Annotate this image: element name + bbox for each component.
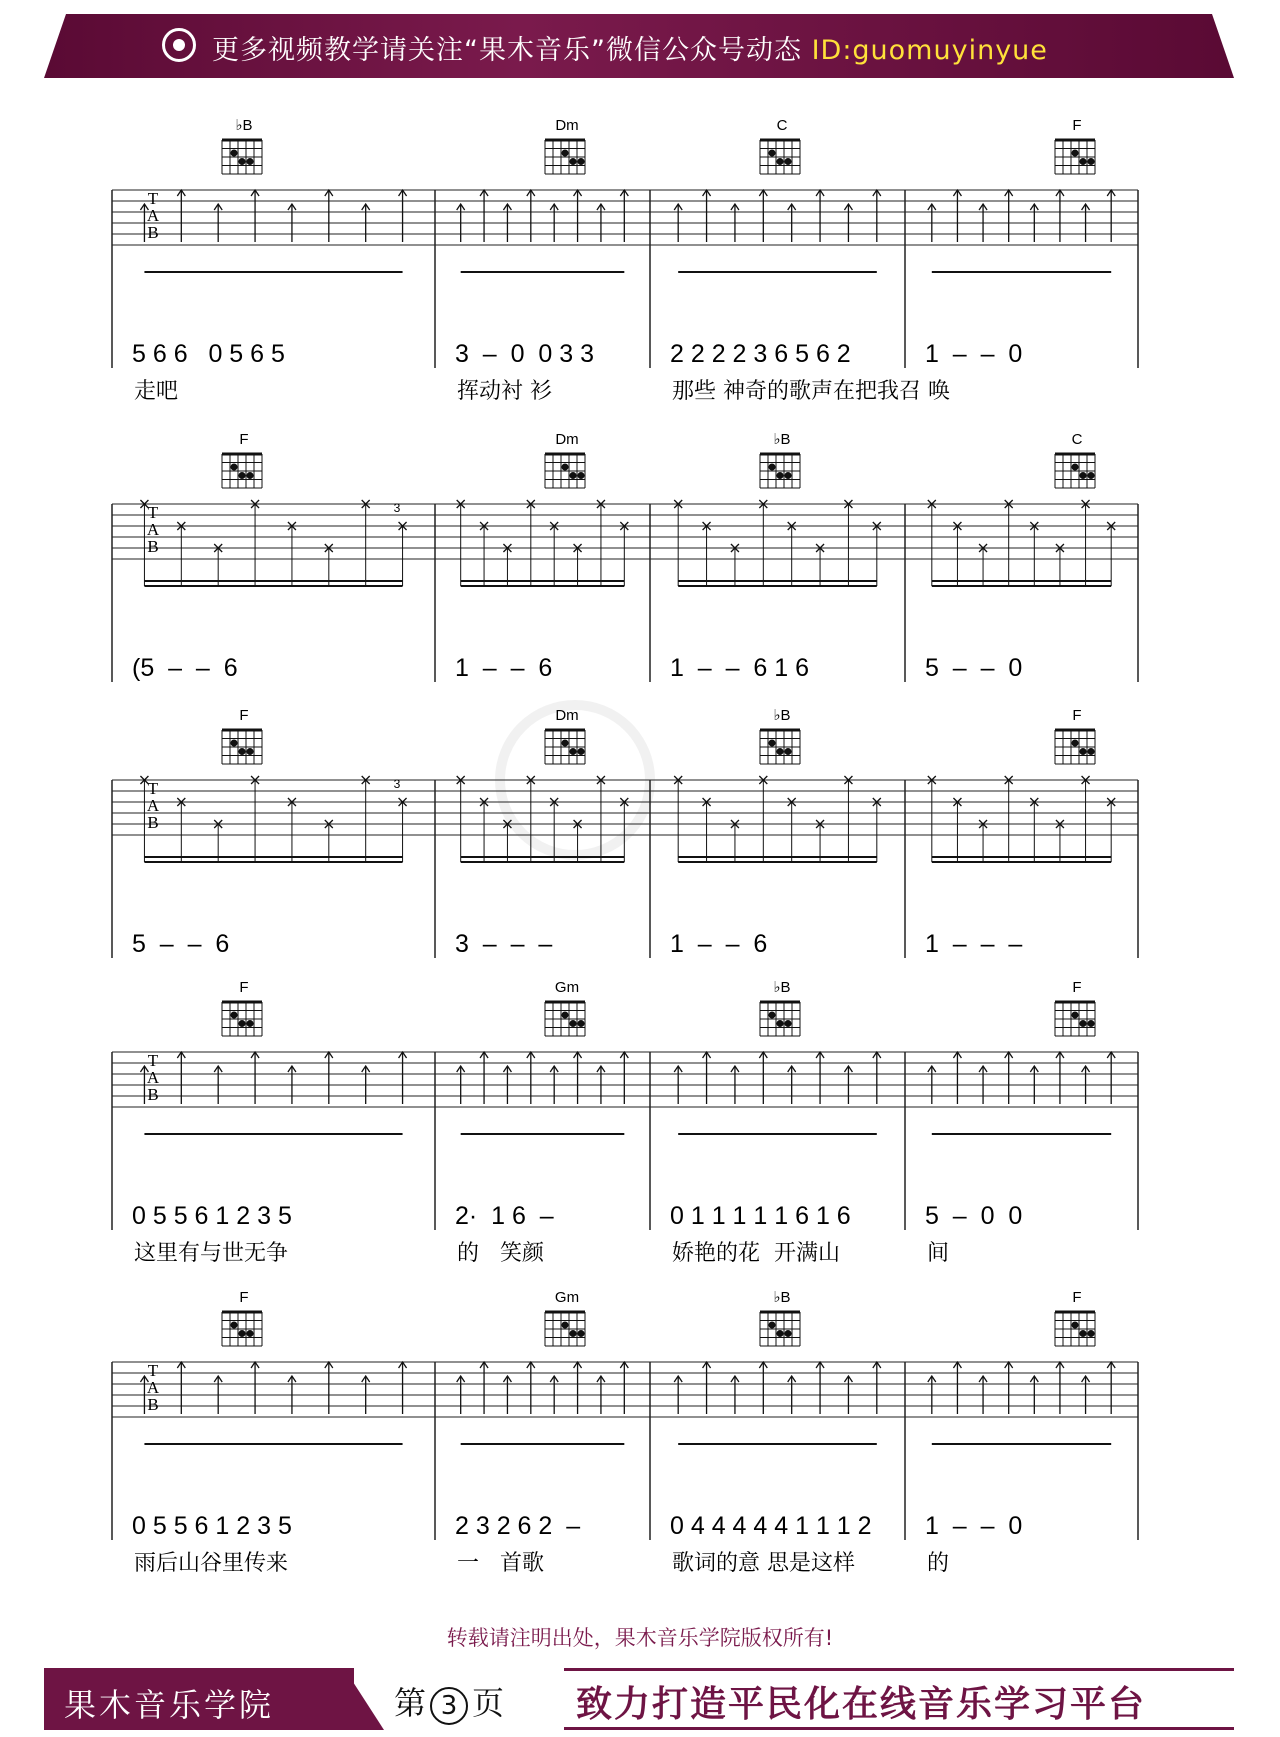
chord-dot (785, 1020, 792, 1027)
footer (44, 1668, 1234, 1730)
chord-dot (785, 158, 792, 165)
chord-dot (562, 464, 569, 471)
chord-dot (1080, 472, 1087, 479)
lyric-segment: 的 笑颜 (457, 1241, 544, 1266)
notation-measure: (5 – – 6 (132, 654, 238, 682)
chord-dot (769, 740, 776, 747)
chord-dot (1072, 1322, 1079, 1329)
chord-dot (1072, 464, 1079, 471)
notation-measure: 2 2 2 2 3 6 5 6 2 (670, 340, 851, 368)
notation-measure: 5 – – 6 (132, 930, 230, 958)
chord-dot (1088, 472, 1095, 479)
chord-dot (231, 740, 238, 747)
tab-clef-letter: T (147, 779, 159, 798)
chord-dot (570, 158, 577, 165)
chord-dot (570, 1330, 577, 1337)
tab-clef-letter: A (146, 206, 160, 225)
chord-name: C (1071, 431, 1083, 448)
lyric-segment: 这里有与世无争 (134, 1241, 289, 1266)
page-number: 3 (430, 1687, 468, 1725)
chord-dot (562, 1012, 569, 1019)
chord-dot (570, 748, 577, 755)
footer-school-name: 果木音乐学院 (64, 1686, 275, 1724)
chord-dot (239, 472, 246, 479)
lyric-segment: 娇艳的花 开满山 (672, 1241, 840, 1266)
tab-clef-letter: B (147, 813, 159, 832)
triplet-mark: 3 (393, 501, 401, 515)
banner-text-main: 更多视频教学请关注“果木音乐”微信公众号动态 (212, 35, 812, 66)
tab-clef-letter: T (147, 503, 159, 522)
chord-dot (570, 472, 577, 479)
chord-dot (1080, 1020, 1087, 1027)
chord-dot (247, 158, 254, 165)
chord-dot (1080, 748, 1087, 755)
chord-dot (777, 472, 784, 479)
chord-dot (247, 1330, 254, 1337)
chord-name: F (239, 707, 249, 724)
chord-name: F (1072, 979, 1082, 996)
chord-dot (785, 748, 792, 755)
chord-dot (769, 464, 776, 471)
chord-dot (247, 1020, 254, 1027)
chord-name: ♭B (235, 117, 253, 134)
chord-dot (769, 1322, 776, 1329)
notation-measure: 0 5 5 6 1 2 3 5 (132, 1512, 292, 1540)
chord-name: F (1072, 707, 1082, 724)
notation-measure: 1 – – 0 (925, 1512, 1023, 1540)
chord-dot (239, 1330, 246, 1337)
chord-dot (1080, 158, 1087, 165)
notation-measure: 5 – – 0 (925, 654, 1023, 682)
chord-dot (247, 472, 254, 479)
chord-dot (769, 1012, 776, 1019)
chord-name: ♭B (773, 979, 791, 996)
chord-name: Gm (554, 979, 580, 996)
chord-dot (777, 158, 784, 165)
tab-clef-letter: A (146, 796, 160, 815)
chord-name: Gm (554, 1289, 580, 1306)
chord-dot (1088, 158, 1095, 165)
tab-clef-letter: A (146, 1378, 160, 1397)
chord-dot (1088, 1330, 1095, 1337)
chord-name: Dm (555, 707, 579, 724)
notation-measure: 2 3 2 6 2 – (455, 1512, 581, 1540)
chord-name: F (239, 1289, 249, 1306)
notation-measure: 0 1 1 1 1 1 6 1 6 (670, 1202, 851, 1230)
chord-dot (578, 1330, 585, 1337)
chord-name: Dm (555, 117, 579, 134)
footer-page-indicator (394, 1678, 504, 1725)
notation-measure: 1 – – 0 (925, 340, 1023, 368)
chord-dot (769, 150, 776, 157)
chord-name: F (1072, 1289, 1082, 1306)
lyric-segment: 那些 神奇的歌声在把我召 唤 (672, 379, 950, 404)
lyric-segment: 歌词的意 思是这样 (672, 1551, 855, 1576)
tab-clef-letter: B (147, 1395, 159, 1414)
chord-dot (578, 158, 585, 165)
notation-measure: 3 – 0 0 3 3 (455, 340, 594, 368)
chord-name: ♭B (773, 1289, 791, 1306)
chord-dot (231, 1012, 238, 1019)
chord-dot (239, 1020, 246, 1027)
page-prefix: 第 (394, 1684, 427, 1722)
chord-dot (562, 740, 569, 747)
chord-dot (1080, 1330, 1087, 1337)
chord-dot (785, 472, 792, 479)
chord-dot (231, 1322, 238, 1329)
chord-dot (247, 748, 254, 755)
lyric-segment: 雨后山谷里传来 (134, 1551, 289, 1576)
chord-dot (578, 472, 585, 479)
chord-dot (777, 748, 784, 755)
chord-dot (777, 1330, 784, 1337)
chord-name: ♭B (773, 707, 791, 724)
lyric-segment: 的 (927, 1551, 950, 1576)
chord-dot (1072, 150, 1079, 157)
lyric-segment: 走吧 (134, 379, 179, 404)
footer-slogan-box (564, 1668, 1234, 1730)
footer-slash (344, 1668, 384, 1730)
notation-measure: 2· 1 6 – (455, 1202, 554, 1230)
notation-measure: 1 – – 6 (670, 930, 768, 958)
chord-name: F (239, 431, 249, 448)
chord-name: F (239, 979, 249, 996)
chord-dot (777, 1020, 784, 1027)
notation-measure: 0 5 5 6 1 2 3 5 (132, 1202, 292, 1230)
chord-name: ♭B (773, 431, 791, 448)
tab-clef-letter: A (146, 1068, 160, 1087)
chord-dot (231, 464, 238, 471)
footer-slogan: 致力打造平民化在线音乐学习平台 (576, 1684, 1147, 1725)
chord-name: Dm (555, 431, 579, 448)
chord-dot (785, 1330, 792, 1337)
chord-dot (239, 158, 246, 165)
page-suffix: 页 (472, 1684, 505, 1722)
tab-clef-letter: T (147, 189, 159, 208)
notation-measure: 1 – – – (925, 930, 1023, 958)
triplet-mark: 3 (393, 777, 401, 791)
tab-clef-letter: T (147, 1361, 159, 1380)
chord-dot (1088, 748, 1095, 755)
notation-measure: 1 – – 6 (455, 654, 553, 682)
footer-school-box (44, 1668, 354, 1730)
banner-id: ID:guomuyinyue (811, 35, 1048, 66)
chord-dot (1088, 1020, 1095, 1027)
tab-clef-letter: B (147, 223, 159, 242)
lyric-segment: 挥动衬 衫 (457, 379, 552, 404)
chord-dot (570, 1020, 577, 1027)
slogan-top-rule (564, 1668, 1234, 1671)
tab-clef-letter: A (146, 520, 160, 539)
tab-clef-letter: T (147, 1051, 159, 1070)
chord-dot (1072, 1012, 1079, 1019)
chord-name: F (1072, 117, 1082, 134)
notation-measure: 3 – – – (455, 930, 553, 958)
chord-dot (239, 748, 246, 755)
tab-clef-letter: B (147, 1085, 159, 1104)
chord-dot (562, 1322, 569, 1329)
lyric-segment: 一 首歌 (457, 1551, 544, 1576)
notation-measure: 5 6 6 0 5 6 5 (132, 340, 285, 368)
copyright-note: 转载请注明出处，果木音乐学院版权所有! (446, 1626, 834, 1650)
slogan-bottom-rule (564, 1727, 1234, 1730)
chord-dot (578, 748, 585, 755)
chord-dot (562, 150, 569, 157)
tab-clef-letter: B (147, 537, 159, 556)
chord-name: C (776, 117, 788, 134)
chord-dot (578, 1020, 585, 1027)
chord-dot (231, 150, 238, 157)
notation-measure: 0 4 4 4 4 4 1 1 1 2 (670, 1512, 872, 1540)
notation-measure: 5 – 0 0 (925, 1202, 1023, 1230)
lyric-segment: 间 (927, 1241, 950, 1266)
chord-dot (1072, 740, 1079, 747)
notation-measure: 1 – – 6 1 6 (670, 654, 809, 682)
